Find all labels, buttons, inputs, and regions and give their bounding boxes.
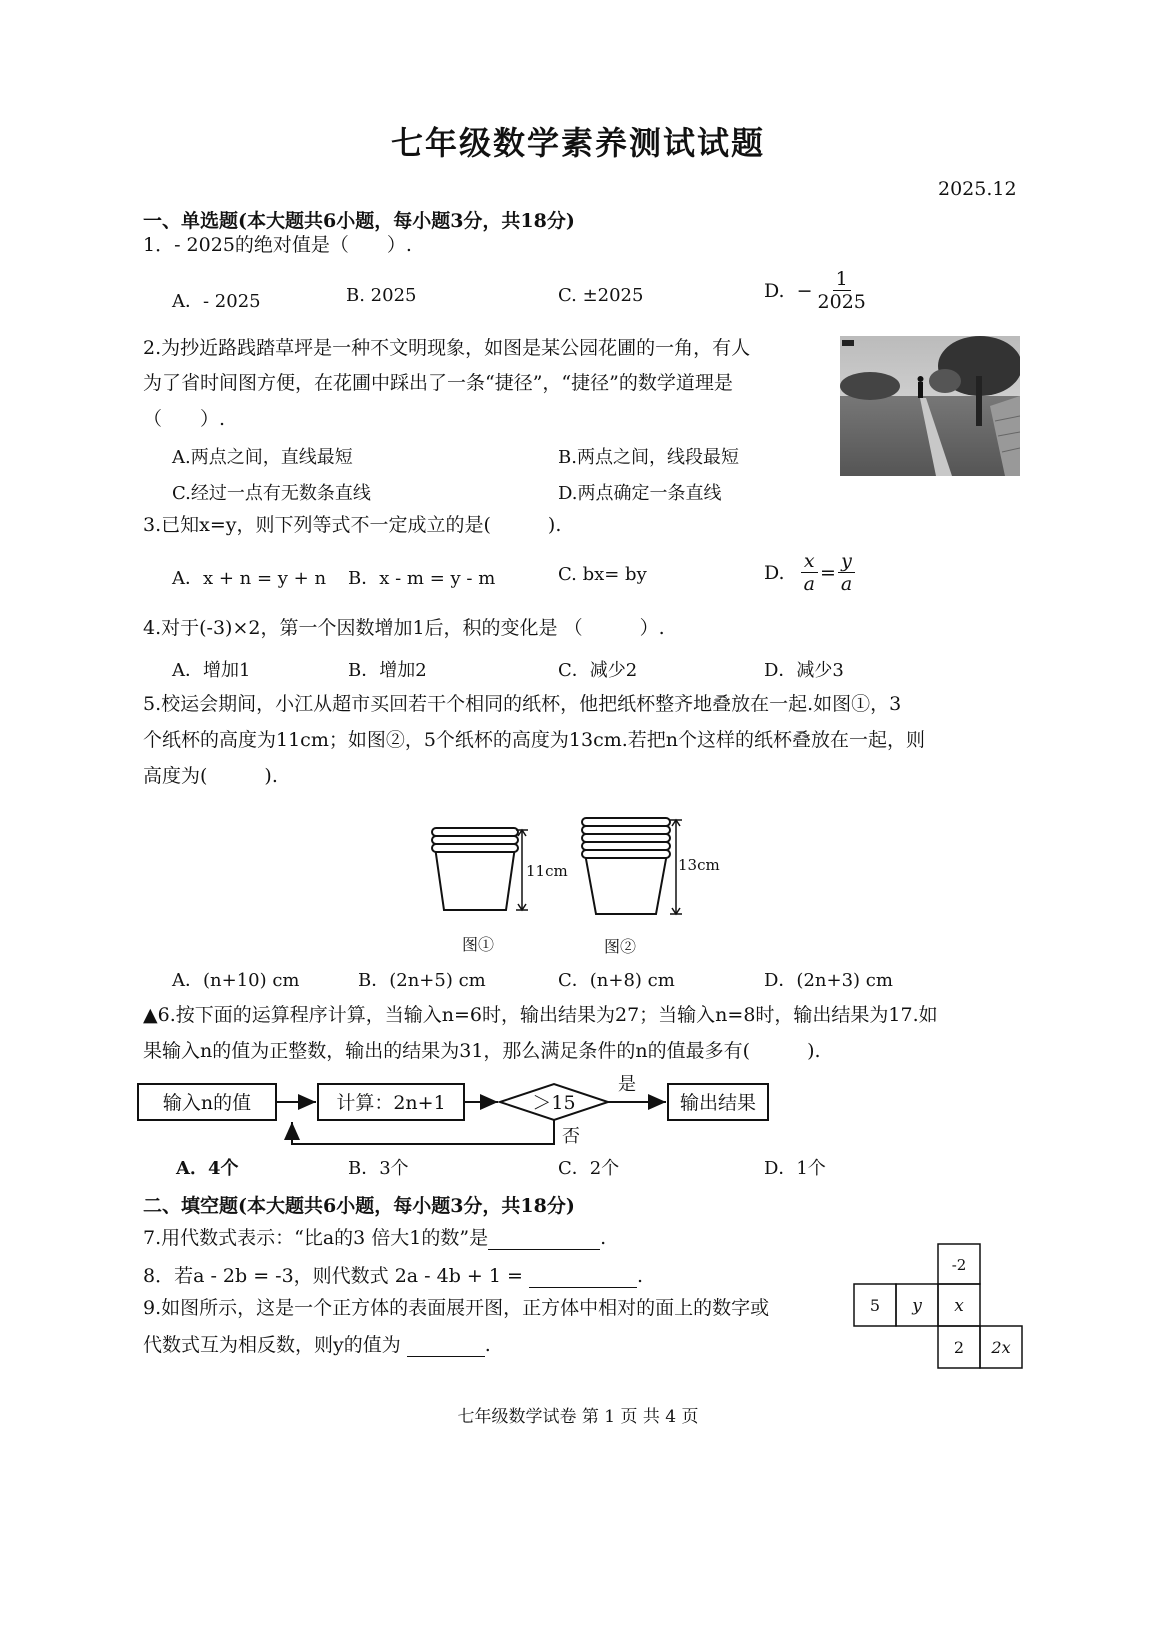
q1-option-b: B. 2025	[346, 285, 417, 306]
q3-option-d-den1: a	[803, 573, 815, 595]
page-title: 七年级数学素养测试试题	[390, 124, 765, 162]
q1-option-d-sign: −	[796, 279, 813, 302]
q4-option-b: B．增加2	[348, 660, 427, 681]
q6-option-c: C．2个	[558, 1158, 620, 1179]
q3-option-d	[764, 550, 855, 595]
q1-option-d-label: D.	[764, 279, 785, 302]
q5-option-c: C．(n+8) cm	[558, 970, 675, 991]
q1-option-c: C. ±2025	[558, 285, 644, 306]
q5-option-d: D．(2n+3) cm	[764, 970, 893, 991]
q1-option-d-denominator: 2025	[817, 291, 866, 313]
q2-option-d: D.两点确定一条直线	[558, 483, 722, 504]
q3-option-b: B．x - m = y - m	[348, 568, 496, 589]
flow-output-label: 输出结果	[679, 1092, 757, 1114]
figure-2-height-label: 13cm	[678, 856, 720, 874]
section-heading-1: 一、单选题(本大题共6小题，每小题3分，共18分)	[143, 210, 575, 232]
q2-option-c: C.经过一点有无数条直线	[172, 483, 371, 504]
flowchart	[130, 1068, 790, 1150]
q9-stem: 代数式互为相反数，则y的值为	[143, 1334, 401, 1356]
q3-option-d-num2: y	[838, 550, 855, 573]
q5-option-a: A．(n+10) cm	[172, 970, 300, 991]
figure-1-height-label: 11cm	[526, 862, 568, 880]
cube-net-cell-x: x	[954, 1296, 964, 1316]
q7-stem: 7.用代数式表示：“比a的3 倍大1的数”是	[143, 1227, 489, 1249]
q6-option-a: A．4个	[176, 1158, 239, 1179]
cube-net-cell-2: 2	[953, 1338, 965, 1357]
q4-option-a: A．增加1	[172, 660, 251, 681]
q2-line-3: （ ）.	[143, 408, 226, 430]
q3-option-d-den2: a	[840, 573, 853, 595]
q8	[143, 1264, 643, 1288]
q4-option-c: C．减少2	[558, 660, 638, 681]
page-footer: 七年级数学试卷 第 1 页 共 4 页	[457, 1407, 699, 1427]
paper-cups-figure	[420, 808, 740, 958]
q3-stem: 3.已知x=y，则下列等式不一定成立的是( ).	[143, 514, 562, 536]
flow-condition-label: ＞15	[532, 1092, 576, 1114]
q7-end: .	[600, 1227, 607, 1249]
cube-net-cell-5: 5	[869, 1296, 881, 1315]
q5-line-1: 5.校运会期间，小江从超市买回若干个相同的纸杯，他把纸杯整齐地叠放在一起.如图①，3	[143, 693, 902, 715]
cube-net-figure	[850, 1242, 1026, 1374]
q7-answer-blank[interactable]	[488, 1229, 600, 1250]
figure-1-cups	[432, 828, 528, 910]
q3-option-d-num1: x	[801, 550, 818, 573]
q3-option-d-label: D.	[764, 561, 785, 584]
q2-option-b: B.两点之间，线段最短	[558, 447, 739, 468]
q7	[143, 1226, 606, 1250]
q6-line-1: ▲6.按下面的运算程序计算，当输入n=6时，输出结果为27；当输入n=8时，输出结果为17.如	[143, 1004, 938, 1026]
cube-net-cell-y: y	[912, 1296, 922, 1316]
q6-option-d: D．1个	[764, 1158, 826, 1179]
flow-calc-label: 计算：2n+1	[336, 1092, 446, 1114]
figure-1-caption: 图①	[462, 935, 495, 954]
q1-option-a: A．- 2025	[172, 291, 261, 312]
flow-no-label: 否	[562, 1126, 580, 1147]
q2-line-2: 为了省时间图方便，在花圃中踩出了一条“捷径”，“捷径”的数学道理是	[143, 372, 733, 394]
q4-stem: 4.对于(-3)×2，第一个因数增加1后，积的变化是 （ ）.	[143, 617, 665, 639]
q1-stem: 1．- 2025的绝对值是（ ）.	[143, 234, 412, 256]
q6-option-b: B．3个	[348, 1158, 409, 1179]
cube-net-cell-2x: 2x	[991, 1338, 1011, 1357]
q4-option-d: D．减少3	[764, 660, 844, 681]
q8-stem: 8．若a - 2b = -3，则代数式 2a - 4b + 1 =	[143, 1265, 523, 1287]
q3-option-d-equals: =	[819, 561, 836, 584]
q5-option-b: B．(2n+5) cm	[358, 970, 486, 991]
q5-line-3: 高度为( ).	[143, 765, 278, 787]
q9-answer-blank[interactable]	[407, 1336, 485, 1357]
figure-2-caption: 图②	[604, 937, 637, 956]
flow-input-label: 输入n的值	[162, 1092, 252, 1114]
q9-line-1: 9.如图所示，这是一个正方体的表面展开图，正方体中相对的面上的数字或	[143, 1297, 770, 1319]
section-heading-2: 二、填空题(本大题共6小题，每小题3分，共18分)	[143, 1195, 575, 1217]
q8-end: .	[636, 1265, 643, 1287]
q3-option-c: C. bx= by	[558, 564, 647, 585]
flow-yes-label: 是	[618, 1074, 636, 1095]
q6-line-2: 果输入n的值为正整数，输出的结果为31，那么满足条件的n的值最多有( ).	[143, 1040, 821, 1062]
q8-answer-blank[interactable]	[529, 1267, 637, 1288]
q9-line-2	[143, 1333, 491, 1357]
q1-option-d-numerator: 1	[833, 268, 851, 291]
figure-2-cups	[582, 818, 682, 914]
q2-line-1: 2.为抄近路践踏草坪是一种不文明现象，如图是某公园花圃的一角，有人	[143, 337, 751, 359]
q1-option-d	[764, 268, 869, 313]
cube-net-cell-top: -2	[951, 1256, 967, 1274]
q2-option-a: A.两点之间，直线最短	[172, 447, 353, 468]
exam-date: 2025.12	[938, 178, 1017, 200]
q3-option-a: A．x + n = y + n	[172, 568, 327, 589]
q5-line-2: 个纸杯的高度为11cm；如图②，5个纸杯的高度为13cm.若把n个这样的纸杯叠放在一起，则	[143, 729, 926, 751]
q9-end: .	[484, 1334, 491, 1356]
park-photo	[840, 336, 1020, 476]
